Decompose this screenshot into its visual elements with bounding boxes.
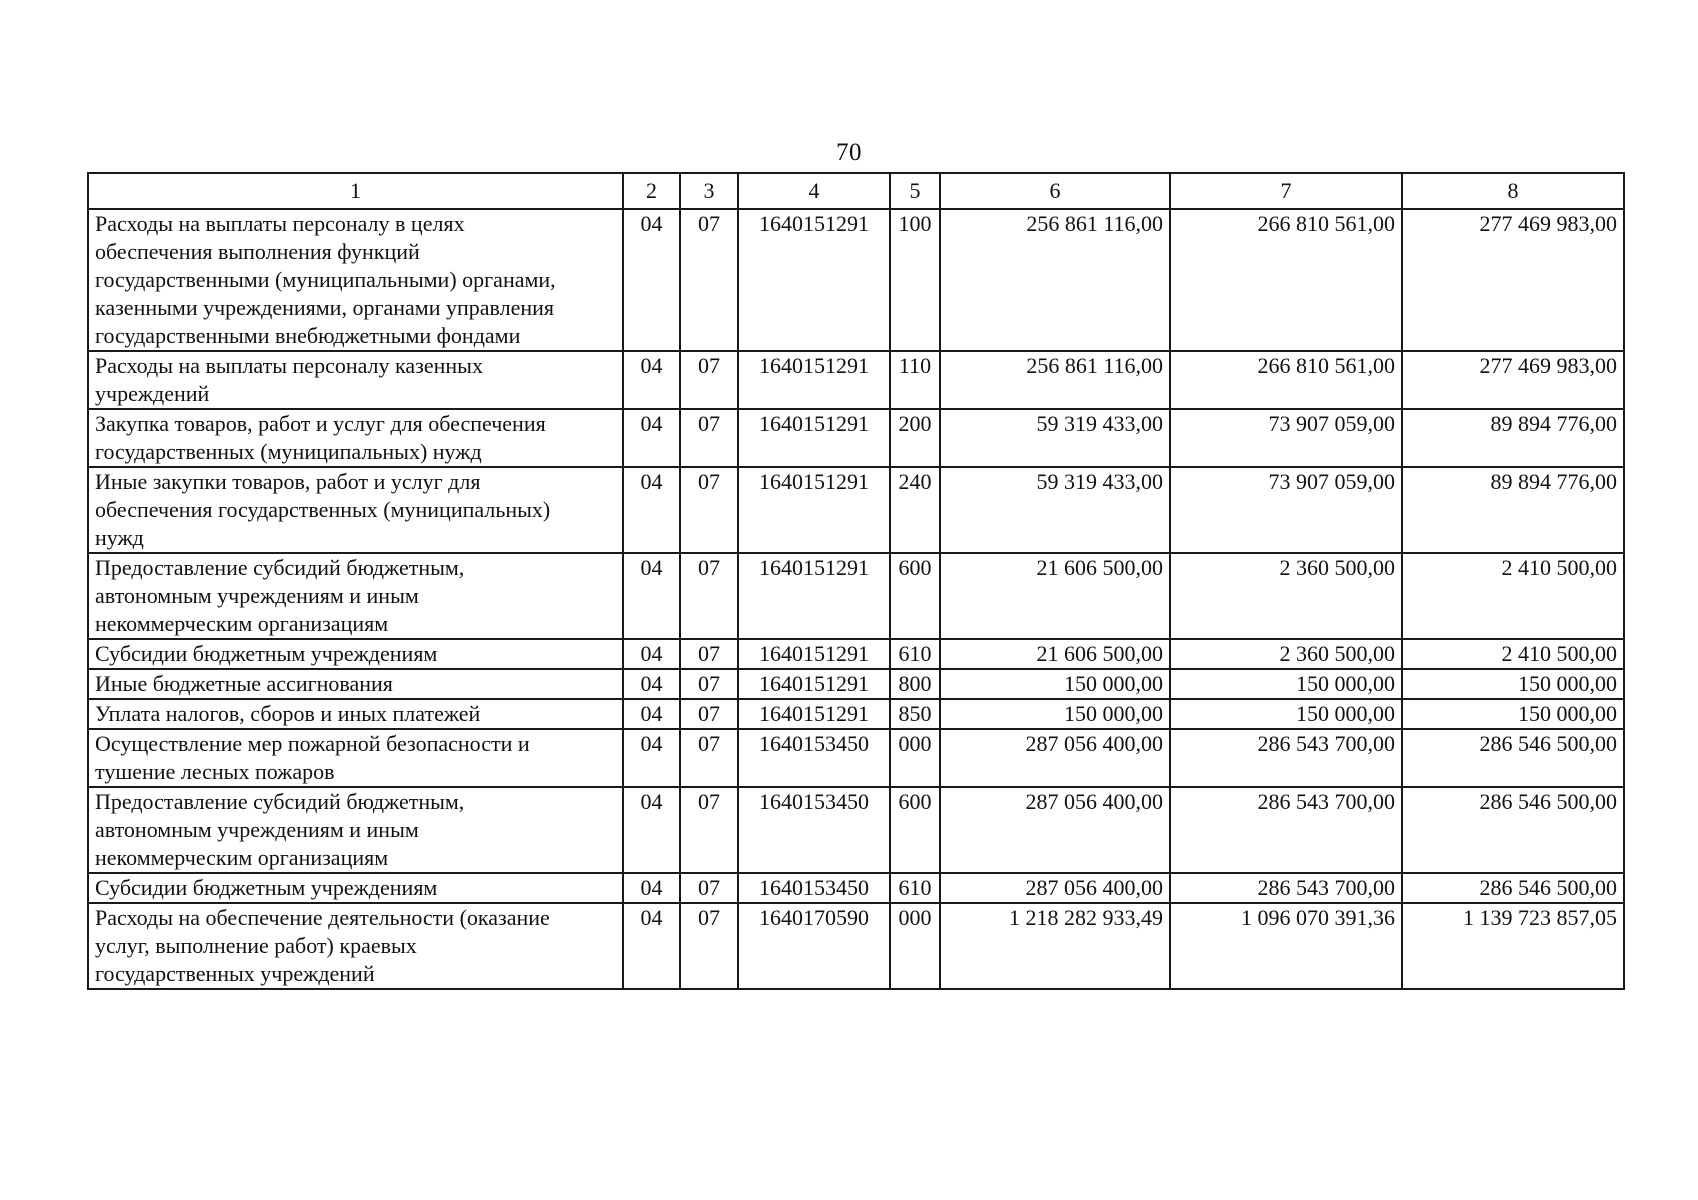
expense-type-cell: 110 xyxy=(890,351,940,409)
table-row xyxy=(88,669,1624,699)
amount-col6-cell: 150 000,00 xyxy=(940,699,1170,729)
amount-col8-cell: 277 469 983,00 xyxy=(1402,209,1624,351)
section-code-cell: 04 xyxy=(623,351,680,409)
expense-name-cell: Предоставление субсидий бюджетным, автономным учреждениям и иным некоммерческим организациям xyxy=(88,787,623,873)
section-code-cell: 04 xyxy=(623,553,680,639)
expense-type-cell: 000 xyxy=(890,729,940,787)
subsection-code-cell: 07 xyxy=(680,209,738,351)
expense-type-cell: 100 xyxy=(890,209,940,351)
header-cell: 5 xyxy=(890,173,940,209)
amount-col7-cell: 73 907 059,00 xyxy=(1170,467,1402,553)
amount-col6-cell: 21 606 500,00 xyxy=(940,639,1170,669)
amount-col7-cell: 1 096 070 391,36 xyxy=(1170,903,1402,989)
amount-col8-cell: 89 894 776,00 xyxy=(1402,467,1624,553)
section-code-cell: 04 xyxy=(623,699,680,729)
amount-col8-cell: 150 000,00 xyxy=(1402,699,1624,729)
budget-table xyxy=(87,172,1625,990)
amount-col8-cell: 2 410 500,00 xyxy=(1402,553,1624,639)
section-code-cell: 04 xyxy=(623,787,680,873)
expense-type-cell: 800 xyxy=(890,669,940,699)
amount-col7-cell: 286 543 700,00 xyxy=(1170,729,1402,787)
section-code-cell: 04 xyxy=(623,209,680,351)
table-row xyxy=(88,729,1624,787)
table-row xyxy=(88,351,1624,409)
amount-col7-cell: 150 000,00 xyxy=(1170,699,1402,729)
amount-col6-cell: 59 319 433,00 xyxy=(940,467,1170,553)
expense-type-cell: 610 xyxy=(890,639,940,669)
expense-name-cell: Расходы на выплаты персоналу казенных учреждений xyxy=(88,351,623,409)
amount-col6-cell: 256 861 116,00 xyxy=(940,209,1170,351)
amount-col6-cell: 1 218 282 933,49 xyxy=(940,903,1170,989)
target-article-cell: 1640151291 xyxy=(738,669,890,699)
amount-col8-cell: 2 410 500,00 xyxy=(1402,639,1624,669)
subsection-code-cell: 07 xyxy=(680,787,738,873)
target-article-cell: 1640151291 xyxy=(738,209,890,351)
table-row xyxy=(88,409,1624,467)
amount-col8-cell: 286 546 500,00 xyxy=(1402,787,1624,873)
amount-col7-cell: 266 810 561,00 xyxy=(1170,209,1402,351)
amount-col8-cell: 89 894 776,00 xyxy=(1402,409,1624,467)
amount-col7-cell: 2 360 500,00 xyxy=(1170,639,1402,669)
target-article-cell: 1640151291 xyxy=(738,699,890,729)
expense-type-cell: 610 xyxy=(890,873,940,903)
target-article-cell: 1640151291 xyxy=(738,467,890,553)
target-article-cell: 1640170590 xyxy=(738,903,890,989)
amount-col8-cell: 1 139 723 857,05 xyxy=(1402,903,1624,989)
amount-col8-cell: 150 000,00 xyxy=(1402,669,1624,699)
expense-name-cell: Расходы на обеспечение деятельности (оказание услуг, выполнение работ) краевых государственных учреждений xyxy=(88,903,623,989)
header-cell: 2 xyxy=(623,173,680,209)
expense-name-cell: Субсидии бюджетным учреждениям xyxy=(88,873,623,903)
amount-col7-cell: 2 360 500,00 xyxy=(1170,553,1402,639)
amount-col6-cell: 256 861 116,00 xyxy=(940,351,1170,409)
table-row xyxy=(88,699,1624,729)
expense-name-cell: Предоставление субсидий бюджетным, автономным учреждениям и иным некоммерческим организациям xyxy=(88,553,623,639)
subsection-code-cell: 07 xyxy=(680,467,738,553)
expense-type-cell: 850 xyxy=(890,699,940,729)
header-cell: 7 xyxy=(1170,173,1402,209)
amount-col6-cell: 287 056 400,00 xyxy=(940,873,1170,903)
expense-name-cell: Иные бюджетные ассигнования xyxy=(88,669,623,699)
table-row xyxy=(88,553,1624,639)
subsection-code-cell: 07 xyxy=(680,873,738,903)
table-row xyxy=(88,467,1624,553)
amount-col8-cell: 286 546 500,00 xyxy=(1402,873,1624,903)
amount-col7-cell: 266 810 561,00 xyxy=(1170,351,1402,409)
target-article-cell: 1640153450 xyxy=(738,729,890,787)
expense-type-cell: 200 xyxy=(890,409,940,467)
amount-col6-cell: 21 606 500,00 xyxy=(940,553,1170,639)
subsection-code-cell: 07 xyxy=(680,729,738,787)
target-article-cell: 1640153450 xyxy=(738,787,890,873)
header-cell: 4 xyxy=(738,173,890,209)
expense-name-cell: Закупка товаров, работ и услуг для обеспечения государственных (муниципальных) нужд xyxy=(88,409,623,467)
table-row xyxy=(88,873,1624,903)
section-code-cell: 04 xyxy=(623,873,680,903)
header-row xyxy=(88,173,1624,209)
subsection-code-cell: 07 xyxy=(680,699,738,729)
amount-col8-cell: 286 546 500,00 xyxy=(1402,729,1624,787)
subsection-code-cell: 07 xyxy=(680,409,738,467)
table-row xyxy=(88,639,1624,669)
table-row xyxy=(88,903,1624,989)
amount-col7-cell: 73 907 059,00 xyxy=(1170,409,1402,467)
amount-col6-cell: 150 000,00 xyxy=(940,669,1170,699)
amount-col7-cell: 150 000,00 xyxy=(1170,669,1402,699)
expense-name-cell: Уплата налогов, сборов и иных платежей xyxy=(88,699,623,729)
section-code-cell: 04 xyxy=(623,409,680,467)
header-cell: 6 xyxy=(940,173,1170,209)
section-code-cell: 04 xyxy=(623,467,680,553)
amount-col6-cell: 287 056 400,00 xyxy=(940,729,1170,787)
amount-col6-cell: 59 319 433,00 xyxy=(940,409,1170,467)
section-code-cell: 04 xyxy=(623,729,680,787)
expense-name-cell: Иные закупки товаров, работ и услуг для обеспечения государственных (муниципальных) нужд xyxy=(88,467,623,553)
subsection-code-cell: 07 xyxy=(680,553,738,639)
subsection-code-cell: 07 xyxy=(680,639,738,669)
section-code-cell: 04 xyxy=(623,639,680,669)
section-code-cell: 04 xyxy=(623,903,680,989)
subsection-code-cell: 07 xyxy=(680,903,738,989)
target-article-cell: 1640153450 xyxy=(738,873,890,903)
amount-col7-cell: 286 543 700,00 xyxy=(1170,873,1402,903)
target-article-cell: 1640151291 xyxy=(738,553,890,639)
amount-col6-cell: 287 056 400,00 xyxy=(940,787,1170,873)
expense-name-cell: Расходы на выплаты персоналу в целях обеспечения выполнения функций государственными (муниципальными) органами, казенными учреждениями, органами управления государственными внебюджетными фондами xyxy=(88,209,623,351)
subsection-code-cell: 07 xyxy=(680,351,738,409)
target-article-cell: 1640151291 xyxy=(738,639,890,669)
target-article-cell: 1640151291 xyxy=(738,351,890,409)
amount-col8-cell: 277 469 983,00 xyxy=(1402,351,1624,409)
header-cell: 3 xyxy=(680,173,738,209)
page-number: 70 xyxy=(836,139,862,166)
expense-type-cell: 600 xyxy=(890,787,940,873)
header-cell: 1 xyxy=(88,173,623,209)
expense-type-cell: 000 xyxy=(890,903,940,989)
expense-type-cell: 600 xyxy=(890,553,940,639)
amount-col7-cell: 286 543 700,00 xyxy=(1170,787,1402,873)
section-code-cell: 04 xyxy=(623,669,680,699)
target-article-cell: 1640151291 xyxy=(738,409,890,467)
expense-type-cell: 240 xyxy=(890,467,940,553)
header-cell: 8 xyxy=(1402,173,1624,209)
expense-name-cell: Осуществление мер пожарной безопасности и тушение лесных пожаров xyxy=(88,729,623,787)
table-row xyxy=(88,787,1624,873)
table-row xyxy=(88,209,1624,351)
expense-name-cell: Субсидии бюджетным учреждениям xyxy=(88,639,623,669)
subsection-code-cell: 07 xyxy=(680,669,738,699)
